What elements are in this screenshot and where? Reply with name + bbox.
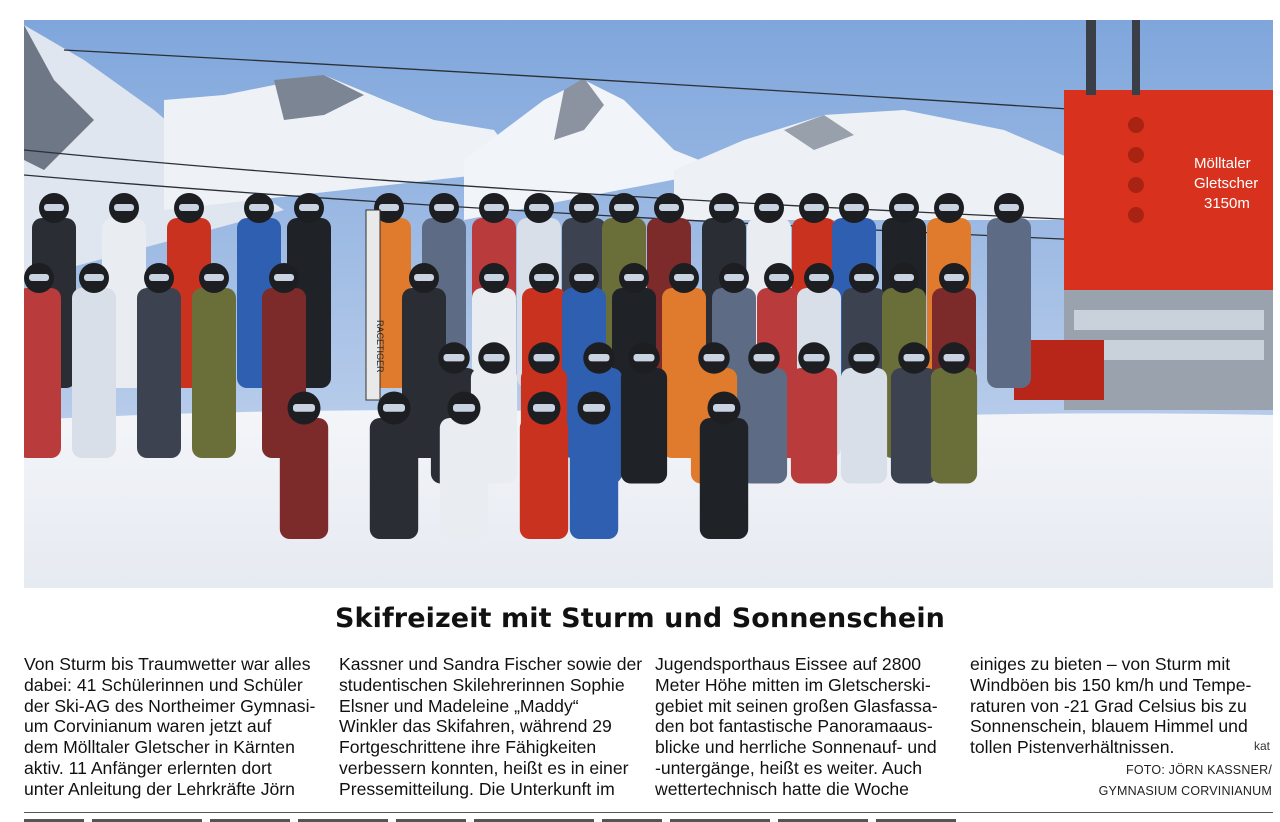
skier-goggles (379, 204, 399, 211)
skier-goggles (293, 404, 315, 412)
bottom-rule (24, 812, 1273, 813)
skier-goggles (434, 204, 454, 211)
skier-goggles (249, 204, 269, 211)
next-article-cutoff (24, 816, 1273, 822)
skier-goggles (114, 204, 134, 211)
skier-goggles (894, 274, 914, 281)
skier-goggles (589, 354, 610, 361)
skier-body (841, 368, 887, 484)
skier-goggles (894, 204, 914, 211)
skier-goggles (809, 274, 829, 281)
station-sign-line2: Gletscher (1194, 175, 1259, 192)
skier-goggles (453, 404, 475, 412)
skier-goggles (659, 204, 679, 211)
skier-body (137, 288, 181, 458)
skier-goggles (84, 274, 104, 281)
skier-goggles (179, 204, 199, 211)
skier-goggles (204, 274, 224, 281)
skier-body (891, 368, 937, 484)
skier-goggles (574, 274, 594, 281)
skier-goggles (534, 354, 555, 361)
ski-brand-label: RACETIGER (375, 320, 385, 373)
skier-goggles (44, 204, 64, 211)
skier-goggles (724, 274, 744, 281)
article-headline: Skifreizeit mit Sturm und Sonnenschein (334, 603, 946, 634)
skier-body (987, 218, 1031, 388)
skier-goggles (854, 274, 874, 281)
skier-goggles (533, 404, 555, 412)
skier-body (700, 418, 748, 539)
skier-goggles (713, 404, 735, 412)
skier-goggles (484, 354, 505, 361)
skier-goggles (274, 274, 294, 281)
skier-goggles (759, 204, 779, 211)
article-column-1: Von Sturm bis Traumwetter war alles dabei: 41 Schülerinnen und Schüler der Ski-AG des Northeimer Gymnasi- um Corvinianum waren jetzt auf dem Mölltaler Gletscher in Kärnten aktiv. 11 Anfänger erlernten dort unter Anleitung der Lehrkräfte Jörn (24, 654, 316, 799)
skier-goggles (844, 204, 864, 211)
skier-goggles (299, 204, 319, 211)
skier-goggles (414, 274, 434, 281)
skier-body (931, 368, 977, 484)
skier-goggles (854, 354, 875, 361)
skier-goggles (383, 404, 405, 412)
skier-goggles (804, 204, 824, 211)
skier-goggles (769, 274, 789, 281)
photo-illustration (24, 20, 1273, 588)
skier-goggles (529, 204, 549, 211)
group-photo (24, 20, 1273, 588)
skier-goggles (149, 274, 169, 281)
skier-body (570, 418, 618, 539)
skier-body (520, 418, 568, 539)
skier-goggles (614, 204, 634, 211)
station-sign-line3: 3150m (1204, 195, 1250, 212)
skier-body (440, 418, 488, 539)
skier-goggles (484, 274, 504, 281)
skier-goggles (804, 354, 825, 361)
skier-body (72, 288, 116, 458)
author-initials: kat (1254, 739, 1271, 753)
skier-goggles (704, 354, 725, 361)
skier-goggles (624, 274, 644, 281)
skier-goggles (944, 354, 965, 361)
article-column-3: Jugendsporthaus Eissee auf 2800 Meter Höhe mitten im Gletscherski- gebiet mit seinen großen Glasfassa- den bot fantastische Panoramaaus- blicke und herrliche Sonnenauf- und -untergänge, heißt es weiter. Auch wettertechnisch hatte die Woche (655, 654, 938, 799)
skier-body (621, 368, 667, 484)
skier-body (791, 368, 837, 484)
skier-goggles (939, 204, 959, 211)
skier-goggles (674, 274, 694, 281)
skier-body (24, 288, 61, 458)
skier-goggles (714, 204, 734, 211)
skier-goggles (754, 354, 775, 361)
article-column-4: einiges zu bieten – von Sturm mit Windböen bis 150 km/h und Tempe- raturen von -21 Grad Celsius bis zu Sonnenschein, blauem Himmel und tollen Pistenverhältnissen. (970, 654, 1252, 758)
skier-goggles (944, 274, 964, 281)
skier-goggles (904, 354, 925, 361)
skier-body (370, 418, 418, 539)
skier-goggles (484, 204, 504, 211)
skier-goggles (574, 204, 594, 211)
station-sign-line1: Mölltaler (1194, 155, 1251, 172)
skier-goggles (534, 274, 554, 281)
skier-goggles (29, 274, 49, 281)
photo-credit: FOTO: JÖRN KASSNER/ GYMNASIUM CORVINIANUM (1098, 763, 1272, 798)
skier-goggles (999, 204, 1019, 211)
article-column-2: Kassner und Sandra Fischer sowie der studentischen Skilehrerinnen Sophie Elsner und Madeleine „Maddy“ Winkler das Skifahren, während 29 Fortgeschrittene ihre Fähigkeiten verbessern konnten, heißt es in einer Pressemitteilung. Die Unterkunft im (339, 654, 643, 799)
skier-body (280, 418, 328, 539)
skier-goggles (634, 354, 655, 361)
skier-body (192, 288, 236, 458)
skier-goggles (583, 404, 605, 412)
skier-goggles (444, 354, 465, 361)
